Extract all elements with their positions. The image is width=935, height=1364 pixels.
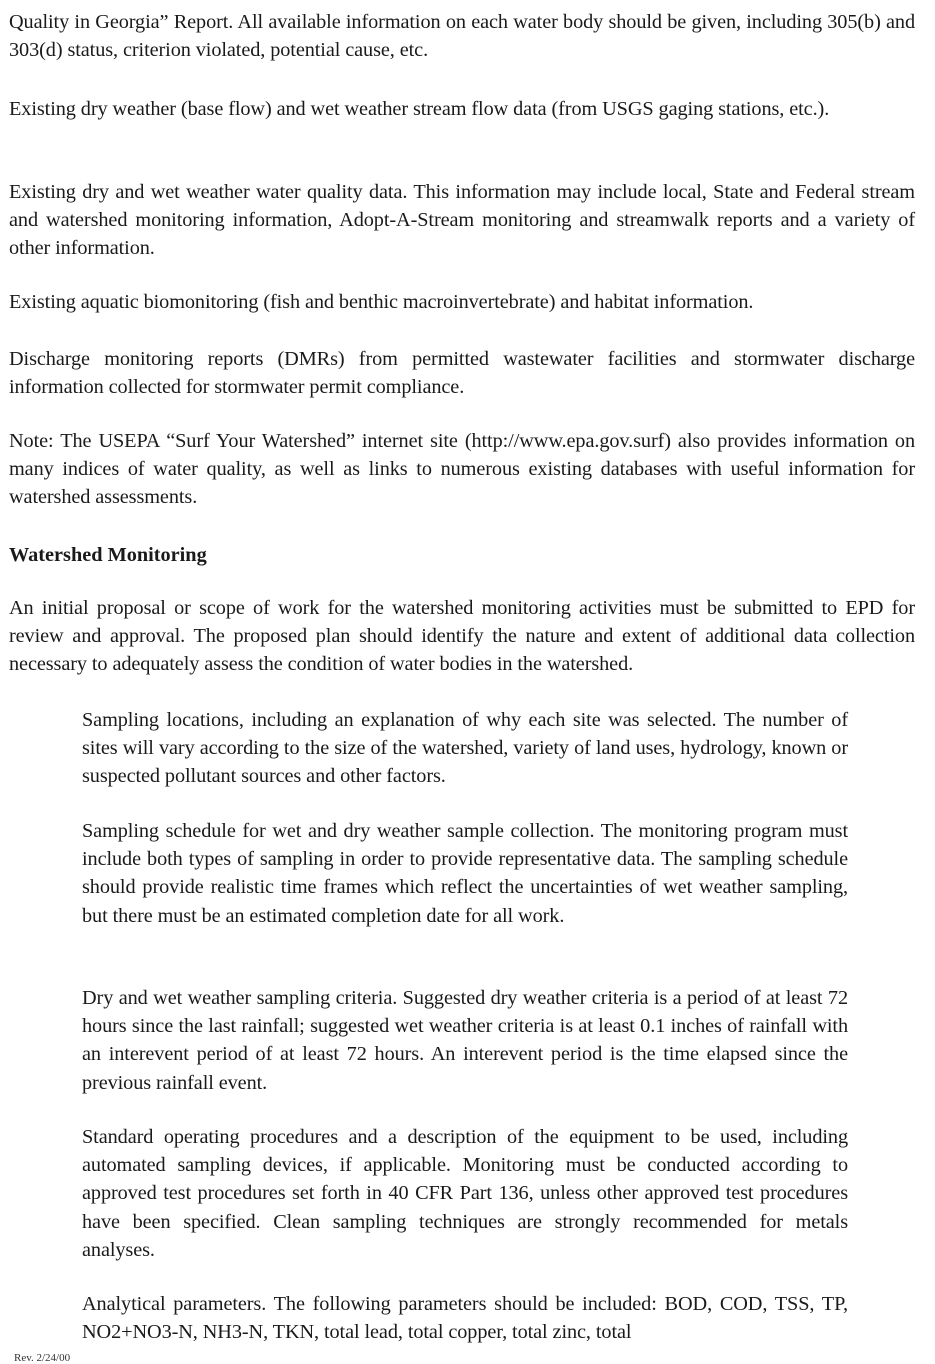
section-intro-paragraph: An initial proposal or scope of work for the watershed monitoring activities must be submitted to EPD for review and approval. The proposed plan should identify the nature and extent of additional data collection necessary to adequately assess the condition of water bodies in the watershed. [9, 597, 915, 676]
item-sampling-locations: Sampling locations, including an explanation of why each site was selected. The number of sites will vary according to the size of the watershed, variety of land uses, hydrology, known or suspected pollutant sources and other factors. [82, 709, 848, 788]
revision-footer: Rev. 2/24/00 [14, 1352, 71, 1364]
item-sampling-schedule: Sampling schedule for wet and dry weather sample collection. The monitoring program must include both types of sampling in order to provide representative data. The sampling schedule should provide realistic time frames which reflect the uncertainties of wet weather sampling, but there must be an estimated completion date for all work. [82, 820, 848, 927]
item-sampling-criteria: Dry and wet weather sampling criteria. Suggested dry weather criteria is a period of at least 72 hours since the last rainfall; suggested wet weather criteria is at least 0.1 inches of rainfall with an interevent period of at least 72 hours. An interevent period is the time elapsed since the previous rainfall event. [82, 987, 848, 1094]
paragraph-stream-flow-data: Existing dry weather (base flow) and wet weather stream flow data (from USGS gaging stations, etc.). [9, 98, 830, 120]
item-operating-procedures: Standard operating procedures and a description of the equipment to be used, including automated sampling devices, if applicable. Monitoring must be conducted according to approved test procedures set forth in 40 CFR Part 136, unless other approved test procedures have been specified. Clean sampling techniques are strongly recommended for metals analyses. [82, 1126, 848, 1261]
paragraph-surf-your-watershed-note: Note: The USEPA “Surf Your Watershed” internet site (http://www.epa.gov.surf) also provides information on many indices of water quality, as well as links to numerous existing databases with useful information for watershed assessments. [9, 430, 915, 509]
item-analytical-parameters: Analytical parameters. The following parameters should be included: BOD, COD, TSS, TP, NO2+NO3-N, NH3-N, TKN, total lead, total copper, total zinc, total [82, 1293, 848, 1344]
paragraph-biomonitoring: Existing aquatic biomonitoring (fish and benthic macroinvertebrate) and habitat information. [9, 291, 754, 313]
section-heading: Watershed Monitoring [9, 544, 207, 566]
paragraph-water-quality-data: Existing dry and wet weather water quality data. This information may include local, State and Federal stream and watershed monitoring information, Adopt-A-Stream monitoring and streamwalk reports and a variety of other information. [9, 181, 915, 260]
paragraph-water-quality-report: Quality in Georgia” Report. All available information on each water body should be given, including 305(b) and 303(d) status, criterion violated, potential cause, etc. [9, 11, 915, 62]
paragraph-discharge-monitoring: Discharge monitoring reports (DMRs) from permitted wastewater facilities and stormwater discharge information collected for stormwater permit compliance. [9, 348, 915, 399]
